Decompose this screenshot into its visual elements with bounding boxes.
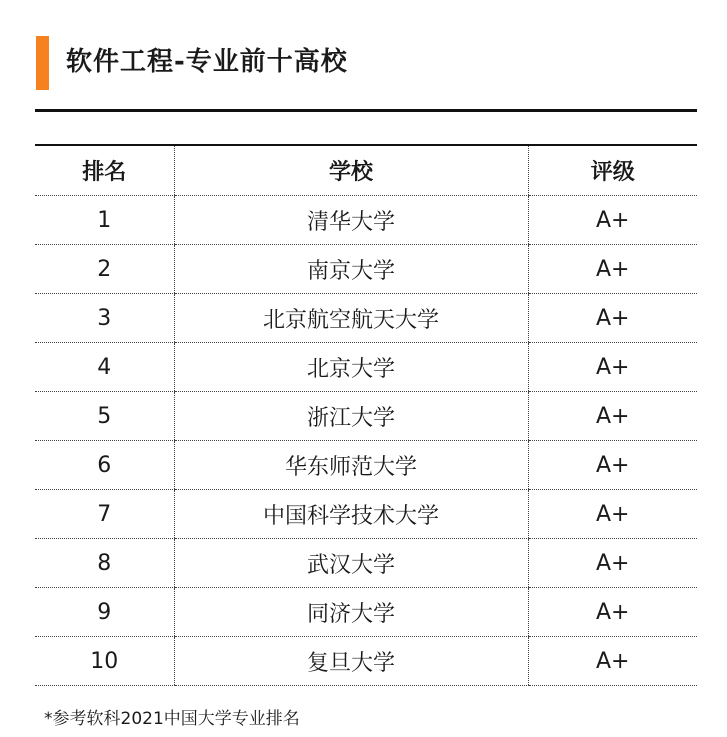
rank-cell: 4 [35,343,174,392]
school-cell: 浙江大学 [174,392,528,441]
rank-cell: 2 [35,245,174,294]
grade-cell: A+ [528,588,697,637]
school-cell: 华东师范大学 [174,441,528,490]
school-cell: 北京大学 [174,343,528,392]
grade-cell: A+ [528,343,697,392]
school-cell: 南京大学 [174,245,528,294]
school-cell: 复旦大学 [174,637,528,686]
table-row [35,637,697,686]
table-row [35,343,697,392]
table-row [35,539,697,588]
table-row [35,245,697,294]
rank-cell: 1 [35,196,174,245]
table-row [35,294,697,343]
table-row [35,588,697,637]
page-title: 软件工程-专业前十高校 [66,47,348,77]
title-accent-bar [36,36,49,90]
school-cell: 北京航空航天大学 [174,294,528,343]
grade-cell: A+ [528,490,697,539]
rank-cell: 3 [35,294,174,343]
rank-cell: 7 [35,490,174,539]
table-row [35,196,697,245]
table-header-row [35,145,697,196]
table-row [35,490,697,539]
column-header-rank: 排名 [35,145,174,196]
grade-cell: A+ [528,637,697,686]
grade-cell: A+ [528,392,697,441]
rank-cell: 9 [35,588,174,637]
school-cell: 清华大学 [174,196,528,245]
source-footnote: *参考软科2021中国大学专业排名 [44,709,300,729]
grade-cell: A+ [528,245,697,294]
school-cell: 中国科学技术大学 [174,490,528,539]
grade-cell: A+ [528,539,697,588]
column-header-grade: 评级 [528,145,697,196]
rank-cell: 8 [35,539,174,588]
school-cell: 武汉大学 [174,539,528,588]
ranking-table [35,144,697,686]
title-divider [35,109,697,112]
grade-cell: A+ [528,196,697,245]
grade-cell: A+ [528,441,697,490]
school-cell: 同济大学 [174,588,528,637]
table-row [35,441,697,490]
rank-cell: 6 [35,441,174,490]
table-row [35,392,697,441]
grade-cell: A+ [528,294,697,343]
rank-cell: 10 [35,637,174,686]
column-header-school: 学校 [174,145,528,196]
rank-cell: 5 [35,392,174,441]
